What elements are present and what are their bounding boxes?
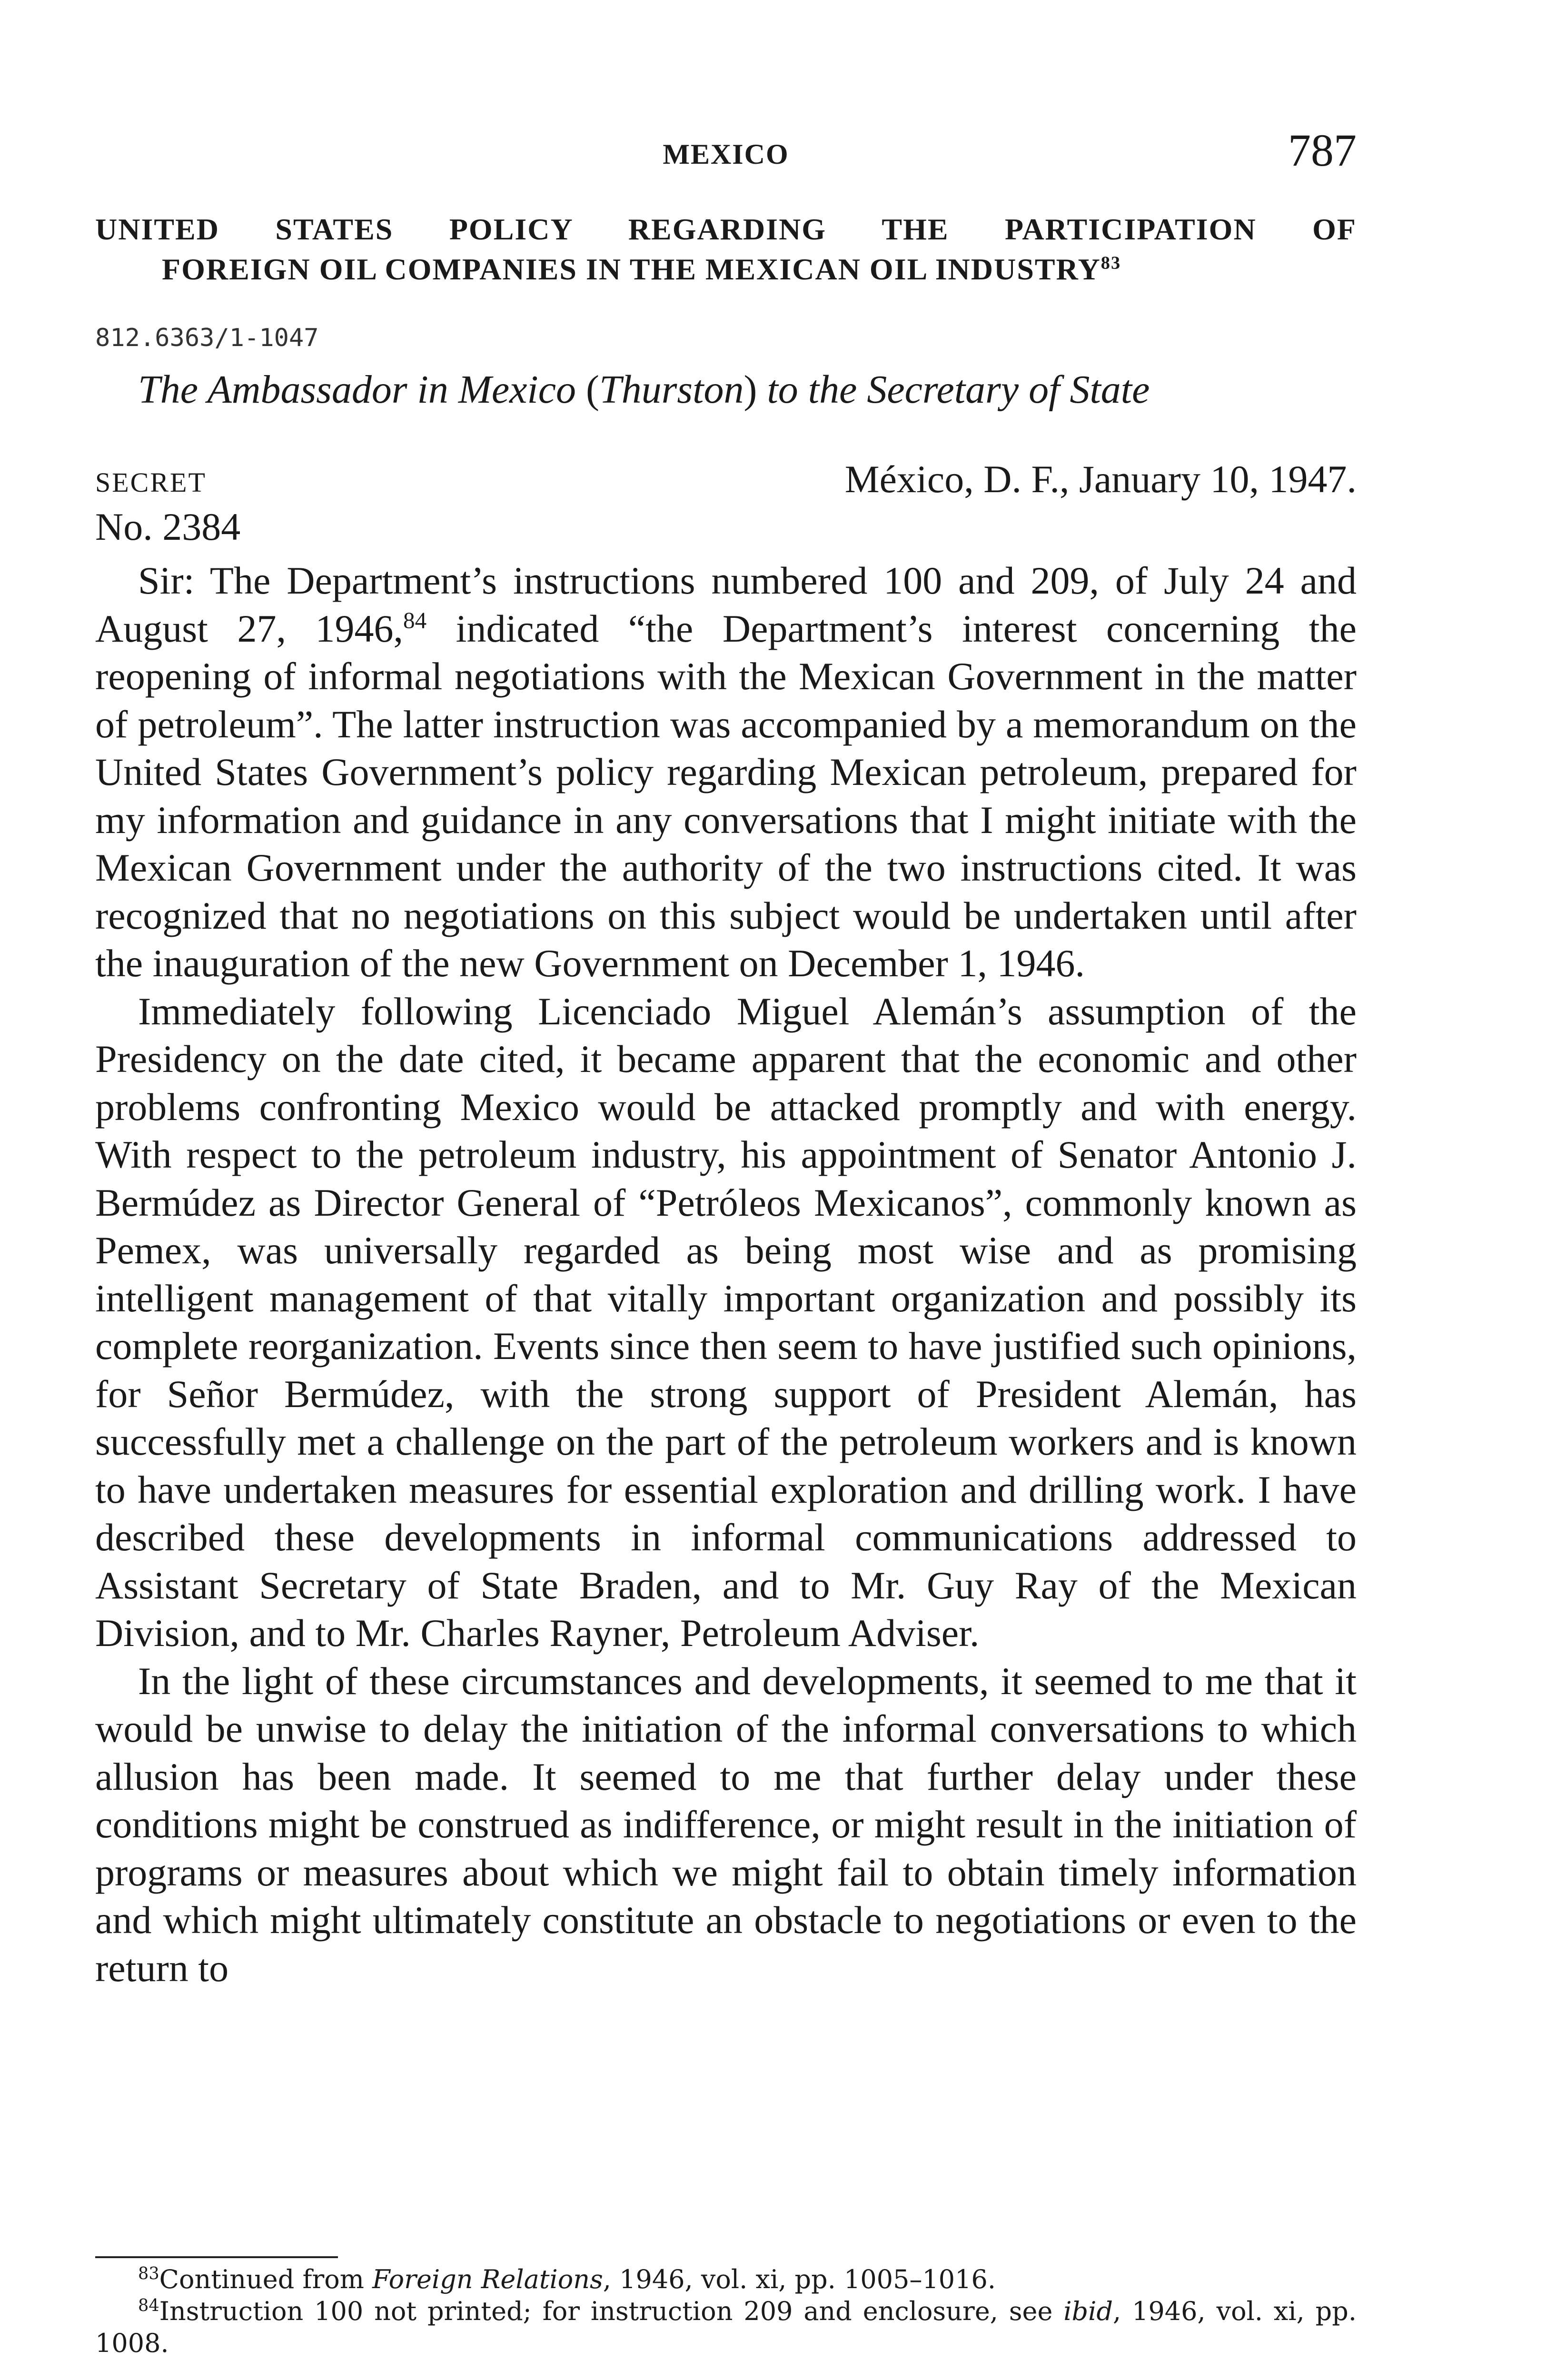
footnote-84-mark: 84: [138, 2296, 159, 2315]
place-date: México, D. F., January 10, 1947.: [844, 457, 1357, 501]
doc-title-name: Thurston: [599, 367, 744, 412]
doc-title-open-paren: (: [586, 367, 600, 412]
footnote-84-text-b: , 1946, vol. xi, pp. 1008.: [95, 2296, 1357, 2358]
footnote-83-italic: Foreign Relations: [372, 2264, 603, 2294]
paragraph-3: In the light of these circumstances and developments, it seemed to me that it would be unwise to delay the initiation of the informal conversations to which allusion has been made. It seemed to me that further delay under these conditions might be construed as indifference, or might result in the initiation of programs or measures about which we might fail to obtain timely information and which might ultimately constitute an obstacle to negotiations or even to the return to: [95, 1659, 1357, 1990]
body-text: [95, 557, 1357, 1992]
footnotes: [95, 2263, 1357, 2359]
footnote-84: [95, 2295, 1357, 2359]
paragraph-1-part-b: indicated “the Department’s interest concerning the reopening of informal negotiations with the Mexican Government in the matter of petroleum”. The latter instruction was accompanied by a memorandum on the United States Government’s policy regarding Mexican petroleum, prepared for my information and guidance in any conversations that I might initiate with the Mexican Government under the authority of the two instructions cited. It was recognized that no negotiations on this subject would be undertaken until after the inauguration of the new Government on December 1, 1946.: [95, 606, 1357, 985]
footnote-83-text-a: Continued from: [159, 2264, 373, 2294]
section-heading-line-2-text: FOREIGN OIL COMPANIES IN THE MEXICAN OIL INDUSTRY: [162, 252, 1101, 286]
footnote-83-text-b: , 1946, vol. xi, pp. 1005–1016.: [603, 2264, 996, 2294]
file-number: 812.6363/1-1047: [95, 324, 319, 352]
section-heading-line-2: [95, 249, 1357, 289]
document-number: No. 2384: [95, 505, 241, 548]
footnote-83: [95, 2263, 1357, 2295]
doc-title-part-5: to the Secretary of State: [757, 367, 1150, 412]
paragraph-2: Immediately following Licenciado Miguel Alemán’s assumption of the Presidency on the date cited, it became apparent that the economic and other problems confronting Mexico would be attacked promptly and with energy. With respect to the petroleum industry, his appointment of Senator Antonio J. Bermúdez as Director General of “Petróleos Mexicanos”, commonly known as Pemex, was universally regarded as being most wise and as promising intelligent management of that vitally important organization and possibly its complete reorganization. Events since then seem to have justified such opinions, for Señor Bermúdez, with the strong support of President Alemán, has successfully met a challenge on the part of the petroleum workers and is known to have undertaken measures for essential exploration and drilling work. I have described these developments in informal communications addressed to Assistant Secretary of State Braden, and to Mr. Guy Ray of the Mexican Division, and to Mr. Charles Rayner, Petroleum Adviser.: [95, 989, 1357, 1655]
section-heading: [95, 209, 1357, 289]
classification: SECRET: [95, 467, 207, 498]
running-head: [95, 124, 1357, 176]
document-title: [138, 367, 1150, 413]
footnote-84-italic: ibid: [1063, 2296, 1113, 2326]
footnote-ref-83: 83: [1100, 253, 1121, 273]
footnote-ref-84: 84: [403, 607, 427, 634]
paragraph-1-part-a: Sir: The Department’s instructions numbered 100 and 209, of July 24 and August 27, 1946,: [95, 559, 1357, 650]
section-heading-line-1: UNITED STATES POLICY REGARDING THE PARTICIPATION OF: [95, 212, 1357, 246]
paragraph-1: [95, 557, 1357, 988]
doc-title-close-paren: ): [743, 367, 757, 412]
footnote-84-text-a: Instruction 100 not printed; for instruction 209 and enclosure, see: [159, 2296, 1064, 2326]
footnote-83-mark: 83: [138, 2264, 159, 2283]
doc-title-part-1: The Ambassador in Mexico: [138, 367, 586, 412]
running-head-title: MEXICO: [663, 139, 789, 170]
page-number: 787: [1288, 125, 1357, 176]
footnote-divider: [95, 2256, 338, 2258]
